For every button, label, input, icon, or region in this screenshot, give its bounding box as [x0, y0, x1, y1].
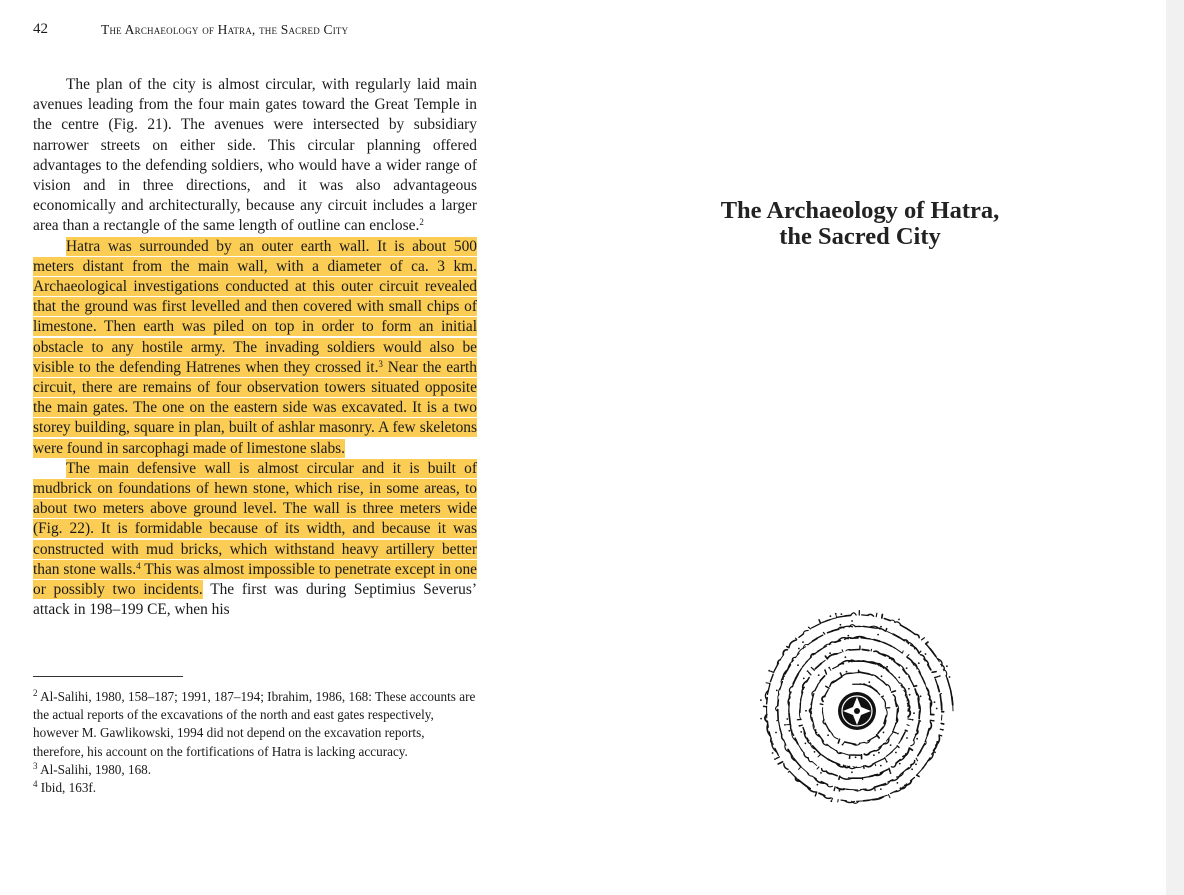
seal-dot — [814, 751, 816, 753]
seal-glyph — [917, 775, 919, 776]
seal-glyph — [842, 650, 843, 652]
seal-glyph — [841, 800, 846, 801]
paragraph-text: This was almost impossible to penetrate except in one or possibly two incidents. — [33, 560, 477, 599]
seal-glyph — [886, 629, 887, 632]
seal-dot — [851, 771, 853, 773]
paragraph-text: The plan of the city is almost circular, with regularly laid main avenues leading from the four main gates toward the Great Temple in the centre (Fig. 21). The avenues were intersected by subsidiary narrower streets on either side. This circular planning offered advantages to the defending soldiers, who would have a wider range of vision and in three directions, and it was also advantageous economically and architecturally, because any circuit includes a larger area than a rectangle of the same length of outline can enclose. — [33, 76, 477, 235]
left-page — [0, 0, 560, 895]
seal-glyph — [834, 787, 835, 791]
footnote-ref[interactable]: 4 — [136, 560, 141, 571]
seal-glyph — [776, 757, 779, 759]
seal-dot — [772, 752, 774, 754]
seal-glyph — [819, 735, 824, 742]
seal-glyph — [881, 696, 883, 697]
seal-glyph — [785, 665, 790, 674]
seal-dot — [760, 718, 762, 720]
footnote-text: Al-Salihi, 1980, 168. — [37, 761, 152, 777]
seal-dot — [936, 708, 938, 710]
seal-glyph — [916, 758, 917, 761]
footnote-text: Ibid, 163f. — [37, 780, 97, 796]
footnote-mark: 3 — [33, 760, 38, 771]
seal-glyph — [826, 771, 831, 773]
seal-glyph — [819, 793, 825, 795]
seal-dot — [851, 620, 853, 622]
seal-dot — [855, 756, 857, 758]
seal-glyph — [905, 730, 907, 731]
page-edge-strip — [1166, 0, 1184, 895]
seal-glyph — [889, 768, 890, 771]
seal-glyph — [770, 674, 773, 681]
seal-dot — [829, 652, 831, 654]
seal-dot — [786, 718, 788, 720]
seal-dot — [805, 710, 807, 712]
seal-dot — [824, 669, 826, 671]
seal-dot — [776, 690, 778, 692]
seal-dot — [880, 765, 882, 767]
seal-glyph — [941, 723, 944, 724]
seal-glyph — [817, 635, 823, 638]
seal-glyph — [868, 736, 877, 741]
footnote-rule — [33, 676, 183, 677]
seal-glyph — [832, 748, 837, 751]
seal-glyph — [870, 750, 875, 752]
seal-glyph — [919, 651, 921, 653]
seal-dot — [877, 634, 879, 636]
seal-dot — [803, 678, 805, 680]
paragraph-highlighted — [33, 459, 477, 621]
seal-glyph — [808, 627, 810, 629]
seal-dot — [873, 754, 875, 756]
seal-glyph — [845, 742, 856, 744]
seal-glyph — [837, 787, 845, 789]
highlight[interactable] — [33, 237, 477, 458]
seal-glyph — [792, 657, 795, 661]
seal-dot — [802, 641, 804, 643]
seal-dot — [845, 656, 847, 658]
footnote-ref[interactable]: 2 — [419, 217, 424, 228]
paragraph-text: Hatra was surrounded by an outer earth wall. It is about 500 meters distant from the main wall, with a diameter of ca. 3 km. Archaeological investigations conducted at this outer circuit revealed that the ground was first levelled and then covered with small chips of limestone. Then earth was piled on top in order to form an initial obstacle to any hostile army. The invading soldiers would also be visible to the defending Hatrenes when they crossed it. — [33, 237, 477, 376]
seal-glyph — [932, 672, 936, 673]
seal-glyph — [803, 630, 808, 633]
paragraph-text: Near the earth circuit, there are remains of four observation towers situated opposite the main gates. The one on the eastern side was excavated. It is a two storey building, square in plan, built of ashlar masonry. A few skeletons were found in sarcophagi made of limestone slabs. — [33, 358, 478, 457]
seal-glyph — [822, 755, 830, 760]
seal-dot — [890, 772, 892, 774]
seal-glyph — [771, 671, 774, 672]
seal-dot — [847, 635, 849, 637]
seal-glyph — [908, 709, 910, 717]
seal-glyph — [845, 615, 850, 616]
seal-dot — [890, 744, 892, 746]
seal-glyph — [859, 743, 864, 744]
running-head: The Archaeology of Hatra, the Sacred City — [101, 22, 349, 37]
seal-glyph — [824, 690, 828, 697]
seal-glyph — [908, 658, 914, 665]
seal-glyph — [893, 647, 901, 653]
seal-glyph — [830, 668, 831, 670]
seal-dot — [934, 701, 936, 703]
seal-dot — [774, 758, 776, 760]
seal-dot — [878, 752, 880, 754]
seal-glyph — [915, 634, 919, 637]
seal-dot — [912, 719, 914, 721]
seal-glyph — [839, 739, 840, 742]
seal-dot — [886, 761, 888, 763]
seal-dot — [760, 699, 762, 701]
seal-glyph — [884, 619, 890, 621]
seal-dot — [849, 757, 851, 759]
seal-glyph — [865, 764, 873, 767]
seal-dot — [841, 613, 843, 615]
seal-glyph — [779, 762, 782, 763]
seal-dot — [942, 729, 944, 731]
seal-glyph — [784, 764, 788, 770]
seal-glyph — [874, 758, 885, 763]
seal-dot — [798, 648, 800, 650]
seal-glyph — [817, 646, 826, 651]
seal-dot — [837, 742, 839, 744]
seal-glyph — [788, 771, 789, 772]
seal-glyph — [793, 758, 800, 767]
seal-glyph — [911, 740, 915, 745]
seal-dot — [775, 732, 777, 734]
title-line: The Archaeology of Hatra, — [720, 197, 1000, 224]
seal-dot — [949, 676, 951, 678]
seal-dot — [880, 626, 882, 628]
footnote-mark: 4 — [33, 779, 38, 790]
seal-dot — [784, 724, 786, 726]
seal-glyph — [843, 742, 845, 744]
seal-dot — [898, 619, 900, 621]
seal-glyph — [862, 649, 869, 650]
seal-glyph — [790, 772, 797, 779]
seal-glyph — [930, 720, 934, 721]
seal-dot — [842, 744, 844, 746]
seal-dot — [934, 752, 936, 754]
seal-glyph — [909, 676, 914, 685]
seal-glyph — [938, 686, 940, 692]
seal-dot — [908, 688, 910, 690]
seal-glyph — [888, 794, 890, 797]
seal-dot — [839, 790, 841, 792]
seal-dot — [846, 671, 848, 673]
footnote-text: Al-Salihi, 1980, 158–187; 1991, 187–194; Ibrahim, 1986, 168: These accounts are the actual reports of the excavations of the north and east gates respectively, however M. Gawlikowski, 1994 did not depend on the excavation reports, therefore, his account on the fortifications of Hatra is lacking accuracy. — [33, 689, 476, 759]
seal-glyph — [841, 674, 842, 677]
seal-glyph — [800, 725, 802, 726]
seal-glyph — [832, 798, 833, 800]
seal-glyph — [886, 732, 893, 741]
seal-glyph — [822, 769, 826, 772]
seal-glyph — [804, 753, 808, 758]
seal-glyph — [899, 738, 902, 743]
seal-glyph — [841, 626, 853, 628]
seal-glyph — [893, 722, 896, 731]
seal-glyph — [820, 676, 825, 681]
seal-glyph — [879, 743, 886, 748]
seal-dot — [830, 615, 832, 617]
footnote — [33, 779, 477, 797]
seal-glyph — [799, 634, 804, 638]
paragraph-text: The main defensive wall is almost circular and it is built of mudbrick on foundations of hewn stone, which rise, in some areas, to about two meters above ground level. The wall is three meters wide (Fig. 22). It is formidable because of its width, and because it was constructed with mud bricks, which withstand heavy artillery better than stone walls. — [33, 459, 477, 578]
seal-glyph — [891, 763, 896, 767]
seal-glyph — [766, 683, 770, 684]
seal-dot — [946, 665, 948, 667]
seal-dot — [897, 782, 899, 784]
seal-glyph — [812, 762, 817, 766]
seal-glyph — [820, 660, 825, 664]
seal-dot — [817, 784, 819, 786]
seal-glyph — [783, 650, 787, 655]
seal-glyph — [883, 698, 886, 706]
seal-dot — [840, 672, 842, 674]
seal-glyph — [820, 704, 823, 705]
seal-dot — [818, 674, 820, 676]
title-line: the Sacred City — [779, 223, 941, 250]
seal-dot — [799, 725, 801, 727]
seal-dot — [868, 681, 870, 683]
seal-glyph — [823, 632, 824, 634]
seal-glyph — [825, 671, 826, 674]
book-title — [650, 198, 1070, 250]
seal-dot — [800, 731, 802, 733]
seal-glyph — [779, 722, 781, 731]
seal-dot — [788, 730, 790, 732]
seal-dot — [828, 667, 830, 669]
seal-glyph — [864, 753, 869, 755]
seal-dot — [830, 800, 832, 802]
seal-dot — [840, 624, 842, 626]
seal-glyph — [811, 667, 814, 670]
seal-glyph — [767, 684, 769, 694]
seal-glyph — [795, 638, 797, 639]
seal-glyph — [934, 653, 940, 662]
seal-glyph — [900, 625, 905, 628]
seal-glyph — [863, 776, 873, 778]
seal-glyph — [918, 751, 921, 756]
footnote-mark: 2 — [33, 688, 38, 698]
seal-dot — [883, 732, 885, 734]
seal-dot — [881, 675, 883, 677]
seal-dot — [897, 733, 899, 735]
seal-dot — [918, 662, 920, 664]
paragraph — [33, 75, 477, 237]
seal-dot — [886, 666, 888, 668]
seal-glyph — [913, 735, 915, 740]
seal-dot — [777, 763, 779, 765]
seal-dot — [939, 675, 941, 677]
page-number: 42 — [33, 21, 48, 37]
seal-glyph — [916, 730, 918, 735]
seal-dot — [827, 734, 829, 736]
seal-glyph — [886, 752, 892, 757]
seal-glyph — [910, 631, 915, 635]
seal-dot — [906, 737, 908, 739]
seal-center-icon — [838, 692, 876, 730]
seal-glyph — [878, 727, 883, 733]
seal-dot — [913, 712, 915, 714]
seal-glyph — [802, 767, 809, 773]
seal-dot — [911, 768, 913, 770]
footnote — [33, 761, 477, 779]
seal-glyph — [892, 691, 896, 692]
highlight[interactable] — [33, 459, 477, 599]
seal-glyph — [826, 618, 836, 621]
seal-dot — [915, 763, 917, 765]
seal-glyph — [826, 686, 829, 688]
seal-dot — [805, 743, 807, 745]
seal-dot — [820, 772, 822, 774]
seal-glyph — [817, 767, 819, 769]
seal-glyph — [819, 620, 821, 624]
seal-dot — [909, 694, 911, 696]
seal-glyph — [778, 700, 779, 706]
seal-glyph — [815, 686, 818, 691]
seal-dot — [835, 613, 837, 615]
seal-dot — [898, 677, 900, 679]
seal-dot — [899, 763, 901, 765]
seal-glyph — [809, 672, 811, 675]
seal-glyph — [812, 624, 820, 628]
seal-glyph — [876, 613, 877, 616]
seal-glyph — [922, 638, 925, 640]
seal-glyph — [778, 660, 781, 665]
seal-dot — [906, 667, 908, 669]
seal-glyph — [851, 613, 856, 615]
seal-glyph — [839, 776, 840, 779]
seal-glyph — [833, 677, 842, 683]
seal-glyph — [876, 690, 880, 694]
seal-glyph — [907, 725, 909, 726]
body-text[interactable] — [33, 75, 477, 620]
seal-dot — [880, 788, 882, 790]
seal-glyph — [928, 665, 931, 670]
seal-dot — [797, 664, 799, 666]
seal-glyph — [907, 655, 909, 657]
footnote — [33, 688, 477, 761]
seal-dot — [916, 738, 918, 740]
seal-glyph — [875, 763, 876, 766]
seal-glyph — [813, 746, 821, 755]
seal-dot — [807, 670, 809, 672]
seal-glyph — [882, 615, 883, 618]
paragraph-highlighted — [33, 237, 477, 459]
seal-glyph — [914, 686, 917, 687]
seal-dot — [763, 706, 765, 708]
spiral-script-seal-icon — [758, 604, 956, 822]
seal-glyph — [896, 760, 900, 764]
footnote-ref[interactable]: 3 — [378, 358, 383, 369]
seal-dot — [920, 695, 922, 697]
seal-glyph — [902, 651, 903, 653]
seal-glyph — [789, 640, 796, 647]
seal-dot — [768, 670, 770, 672]
seal-glyph — [935, 676, 939, 677]
seal-glyph — [911, 760, 915, 765]
paragraph-text: The first was during Septimius Severus’ attack in 198–199 CE, when his — [33, 581, 477, 619]
seal-dot — [925, 653, 927, 655]
seal-glyph — [853, 766, 863, 767]
seal-glyph — [908, 719, 911, 720]
seal-glyph — [900, 768, 908, 775]
seal-glyph — [788, 749, 792, 756]
seal-dot — [895, 752, 897, 754]
footnotes — [33, 688, 477, 797]
seal-glyph — [917, 767, 923, 774]
seal-glyph — [808, 641, 813, 644]
seal-glyph — [906, 628, 910, 631]
seal-glyph — [895, 700, 896, 707]
